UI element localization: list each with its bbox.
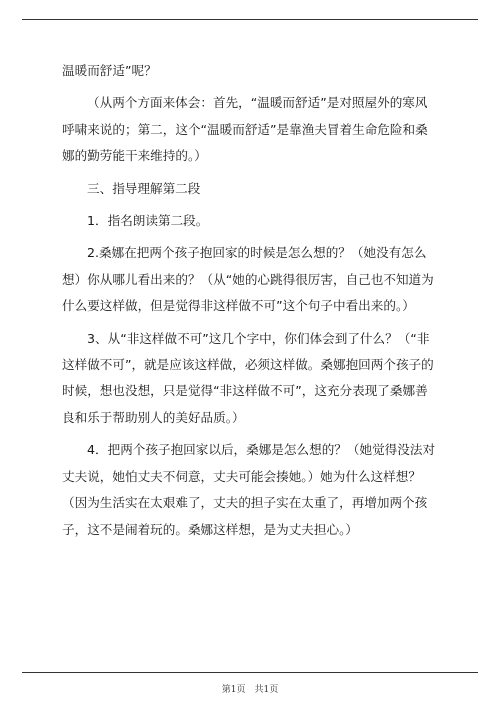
paragraph: 温暖而舒适”呢？ [62, 63, 157, 78]
document-body [62, 58, 438, 549]
paragraph: 3、从“非这样做不可”这几个字中，你们体会到了什么？（“非这样做不可”，就是应该这样做，必须这样做。桑娜抱回两个孩子的时候，想也没想，只是觉得“非这样做不可”，这充分表现了桑娜善良和乐于帮助别人的美好品质。） [62, 330, 434, 425]
section-heading: 三、指导理解第二段 [87, 180, 201, 196]
header-rule [22, 19, 478, 20]
paragraph: 2.桑娜在把两个孩子抱回家的时候是怎么想的？（她没有怎么想）你从哪儿看出来的？（从“她的心跳得很厉害，自己也不知道为什么要这样做，但是觉得非这样做不可”这个句子中看出来的。） [62, 245, 434, 314]
paragraph: （从两个方面来体会：首先，“温暖而舒适”是对照屋外的寒风呼啸来说的；第二，这个“温暖而舒适”是靠渔夫冒着生命危险和桑娜的勤劳能干来维持的。） [62, 95, 428, 164]
footer-rule [22, 672, 478, 673]
paragraph: 4．把两个孩子抱回家以后，桑娜是怎么想的？（她觉得没法对丈夫说，她怕丈夫不伺意，丈夫可能会揍她。）她为什么这样想？（因为生活实在太艰难了，丈夫的担子实在太重了，再增加两个孩子，这不是闹着玩的。桑娜这样想，是为丈夫担心。） [62, 442, 436, 537]
page-number: 第1页 共1页 [221, 685, 279, 695]
paragraph: 1．指名朗读第二段。 [87, 213, 209, 229]
